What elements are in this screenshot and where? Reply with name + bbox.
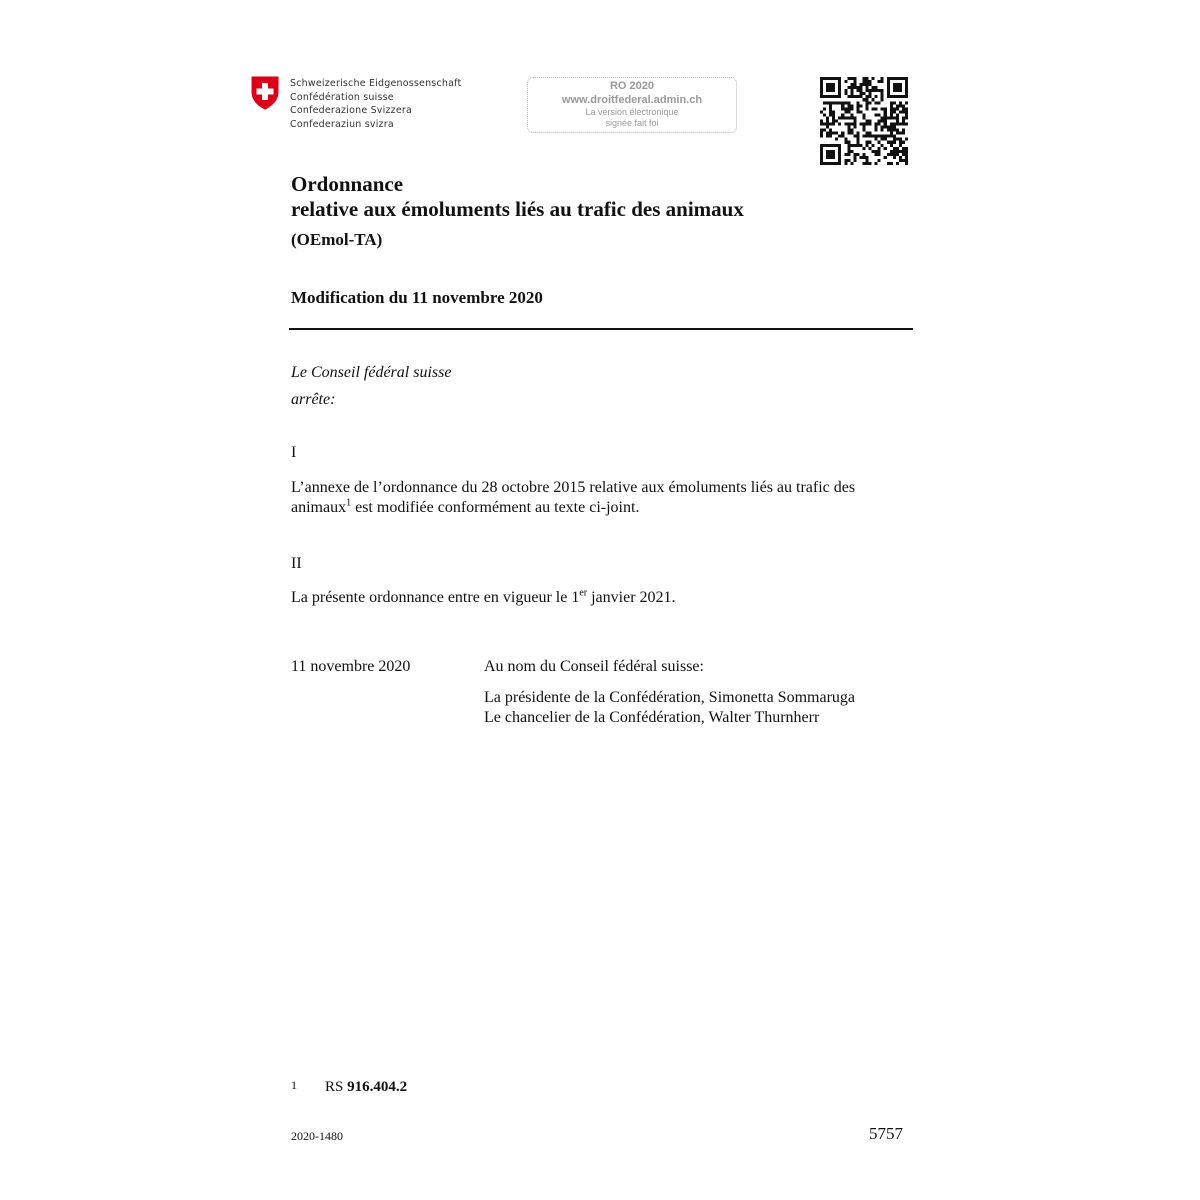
- ro-stamp-note-1: La version électronique: [585, 107, 679, 117]
- section-number-2: II: [291, 555, 302, 572]
- signature-line-2: Le chancelier de la Confédération, Walter Thurnherr: [484, 709, 820, 726]
- section-1-text-part-1: L’annexe de l’ordonnance du 28 octobre 2015 relative aux émoluments liés au trafic des animaux: [291, 479, 856, 516]
- section-1-text: [291, 478, 913, 518]
- signature-block: [484, 657, 855, 728]
- page-number: 5757: [869, 1124, 903, 1143]
- section-2-superscript: er: [579, 587, 588, 599]
- title-line-2: relative aux émoluments liés au trafic des animaux: [291, 197, 744, 221]
- title-abbreviation: (OEmol-TA): [291, 230, 383, 249]
- ro-stamp-note-2: signée fait foi: [605, 118, 659, 128]
- title-divider: [289, 328, 913, 330]
- confederation-names: [290, 77, 461, 131]
- section-1-text-part-2: est modifiée conformément au texte ci-joint.: [351, 499, 640, 516]
- ro-stamp: [527, 77, 737, 133]
- modification-date-heading: Modification du 11 novembre 2020: [291, 288, 543, 307]
- footnote-text: [325, 1079, 407, 1096]
- ro-stamp-site: www.droitfederal.admin.ch: [561, 94, 703, 106]
- title-line-1: Ordonnance: [291, 172, 404, 196]
- preamble: [291, 359, 451, 413]
- confederation-name-rm: Confederaziun svizra: [290, 118, 394, 130]
- preamble-line-1: Le Conseil fédéral suisse: [291, 364, 452, 381]
- footnote-prefix: RS: [325, 1079, 348, 1095]
- document-code: 2020-1480: [291, 1129, 343, 1143]
- footnote-reference: 916.404.2: [347, 1079, 408, 1095]
- ro-stamp-title: RO 2020: [609, 80, 655, 92]
- confederation-name-it: Confederazione Svizzera: [290, 105, 413, 117]
- footnote-ref-1[interactable]: 1: [346, 497, 352, 509]
- page-title: [291, 172, 744, 222]
- signature-lines: [484, 688, 855, 728]
- footnote-number: 1: [291, 1078, 297, 1092]
- qr-code-icon: [820, 77, 908, 165]
- signature-date: 11 novembre 2020: [291, 658, 411, 675]
- section-2-text-part-2: janvier 2021.: [587, 589, 676, 606]
- signature-intro: Au nom du Conseil fédéral suisse:: [484, 658, 704, 675]
- section-2-text: [291, 588, 676, 608]
- section-number-1: I: [291, 444, 297, 461]
- signature-line-1: La présidente de la Confédération, Simonetta Sommaruga: [484, 689, 855, 706]
- preamble-line-2: arrête:: [291, 391, 336, 408]
- swiss-coat-of-arms-icon: [251, 76, 279, 110]
- confederation-name-fr: Confédération suisse: [290, 91, 394, 103]
- section-2-text-part-1: La présente ordonnance entre en vigueur le 1: [291, 589, 580, 606]
- confederation-name-de: Schweizerische Eidgenossenschaft: [290, 78, 462, 89]
